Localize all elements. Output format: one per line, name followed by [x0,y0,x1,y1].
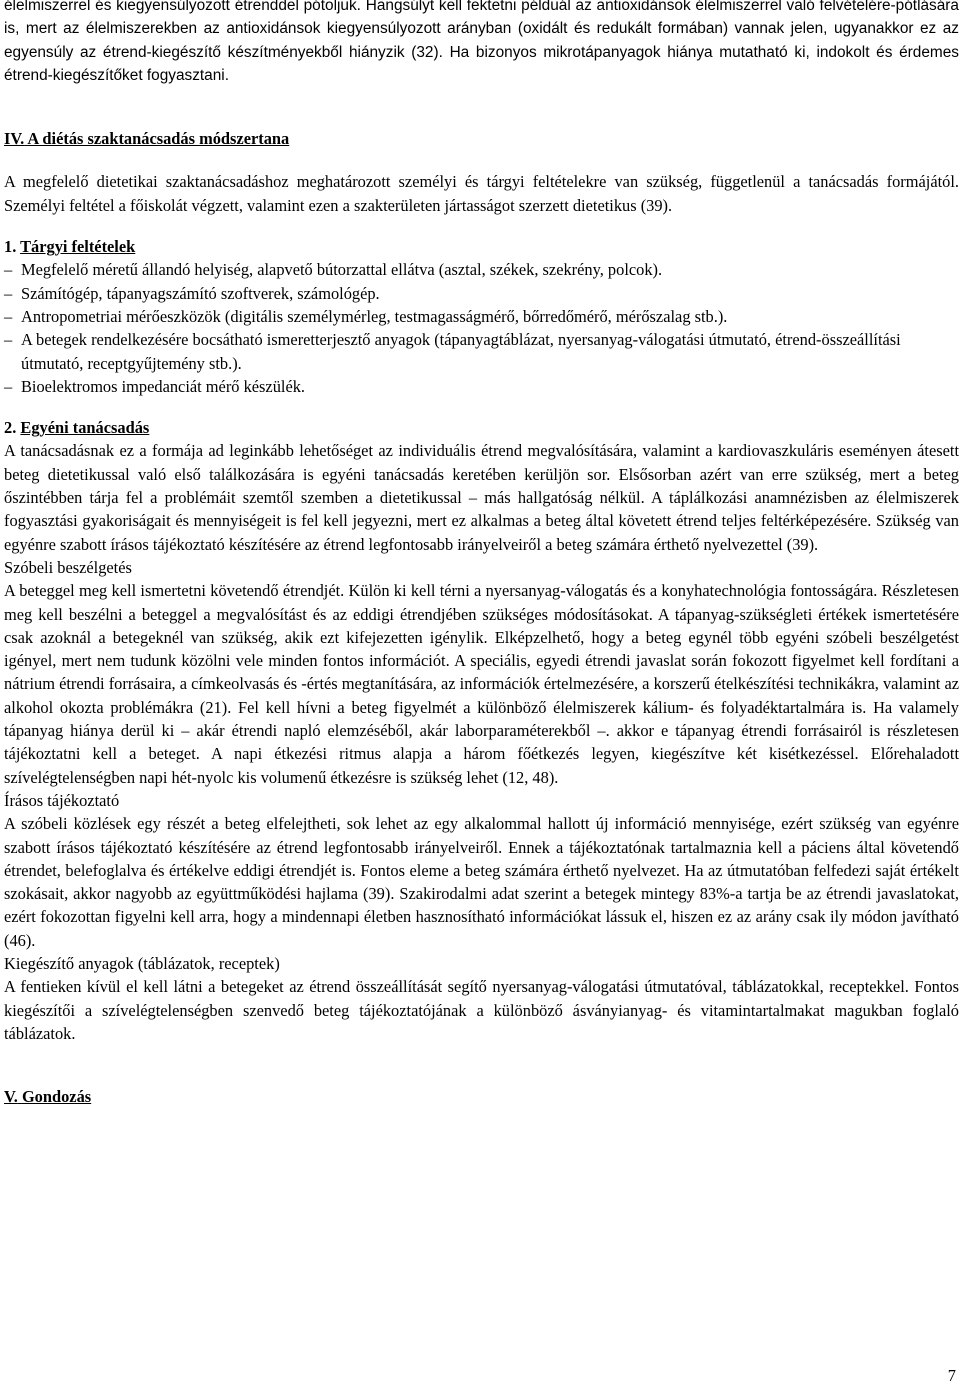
individual-counselling-paragraph: A tanácsadásnak ez a formája ad leginkább lehetőséget az individuális étrend megvalósítására, valamint a kardiovaszkuláris eseményen átesett beteg dietetikussal való első találkozására is egyéni tanácsadás keretében kerüljön sor. Elsősorban azért van erre szükség, mert a beteg őszintébben tárja fel a problémáit szemtől szemben a dietetikussal – más hallgatóság nélkül. A táplálkozási anamnézisben az élelmiszerek fogyasztási gyakoriságait és mennyiségeit is fel kell jegyezni, mert ez alkalmas a beteg által követett étrend teljes feltérképezésére. Szükség van egyénre szabott írásos tájékoztató készítésére az étrend legfontosabb irányelveiről a beteg számára érthető nyelvezettel (39). [4,441,959,554]
written-paragraph: A szóbeli közlések egy részét a beteg elfelejtheti, sok lehet az egy alkalommal hallott új információ mennyisége, ezért szükség van egyénre szabott írásos tájékoztató készítésére az étrend legfontosabb irányelveiről. Ennek a tájékoztatónak tartalmaznia kell a páciens által követendő étrendet, belefoglalva és értékelve eddigi étrendjét is. Fontos eleme a beteg számára érthető nyelvezet. Ha az útmutatóban felfedezi saját értékelt szokásait, akkor nagyobb az együttműködési hajlama (39). Szakirodalmi adat szerint a betegek mintegy 83%-a tartja be az étrendi javaslatokat, ezért fokozottan figyelni kell arra, hogy a mindennapi életben hasznosítható információkat lássuk el, hiszen ez az arány csak ily módon javítható (46). [4,814,959,950]
spacer [4,217,959,235]
section-iv-number: IV. [4,129,25,149]
supplementary-paragraph: A fentieken kívül el kell látni a betegeket az étrend összeállítását segítő nyersanyag-válogatási útmutatóval, táblázatokkal, receptekkel. Fontos kiegészítői a szívelégtelenségben szenvedő beteg tájékoztatójának a különböző ásványianyag- és vitamintartalmakat magukban foglaló táblázatok. [4,977,959,1043]
oral-heading: Szóbeli beszélgetés [4,557,132,577]
list-item: – Számítógép, tápanyagszámító szoftverek, számológép. [4,282,959,305]
section-iv-title: A diétás szaktanácsadás módszertana [27,129,290,149]
spacer [4,398,959,416]
list-item: – A betegek rendelkezésére bocsátható ismeretterjesztő anyagok (tápanyagtáblázat, nyersanyag-válogatási útmutató, étrend-összeállítási útmutató, receptgyűjtemény stb.). [4,328,959,375]
section-v-number: V. [4,1087,18,1107]
list-item: – Bioelektromos impedanciát mérő készülék. [4,375,959,398]
section-heading-iv [4,127,959,150]
subsection-1-number: 1. [4,237,17,257]
subsection-1-title: Tárgyi feltételek [20,237,136,257]
list-item: – Antropometriai mérőeszközök (digitális személymérleg, testmagasságmérő, bőrredőmérő, mérőszalag stb.). [4,305,959,328]
page-number: 7 [947,1366,956,1385]
subsection-2-number: 2. [4,418,17,438]
section-heading-v [4,1085,959,1108]
document-page [4,0,959,1108]
section-iv-paragraph: A megfelelő dietetikai szaktanácsadáshoz meghatározott személyi és tárgyi feltételekre van szükség, függetlenül a tanácsadás formájától. Személyi feltétel a főiskolát végzett, valamint ezen a szakterületen jártasságot szerzett dietetikus (39). [4,172,959,215]
written-heading: Írásos tájékoztató [4,790,120,810]
intro-paragraph: élelmiszerrel és kiegyensúlyozott étrenddel pótoljuk. Hangsúlyt kell fektetni példuál az antioxidánsok élelmiszerrel való felvételére-pótlására is, mert az élelmiszerekben az antioxidánsok kiegyensúlyozott arányban (oxidált és redukált formában) vannak jelen, ugyanakkor ez az egyensúly az étrend-kiegészítő készítményekből hiányzik (32). Ha bizonyos mikrotápanyagok hiánya mutatható ki, indokolt és érdemes étrend-kiegészítőket fogyasztani. [4,0,959,84]
subsection-heading-2 [4,416,959,439]
oral-paragraph: A beteggel meg kell ismertetni követendő étrendjét. Külön ki kell térni a nyersanyag-válogatás és a konyhatechnológia fontosságára. Részletesen meg kell beszélni a beteggel a megvalósítást és az eddigi étrendjében szükséges módosításokat. A tápanyag-szükségleti értékek ismertetésére csak azoknál a betegeknél van szükség, akik ezt kifejezetten igénylik. Elképzelhető, hogy a beteg egynél több egyéni szóbeli beszélgetést igényel, mert nem tudunk közölni vele minden fontos információt. A speciális, egyedi étrendi javaslat során fokozott figyelmet kell fordítani a nátrium étrendi forrásaira, a címkeolvasás és -értés megtanítására, az információk értelmezésére, a korszerű ételkészítési technikákra, valamint az alkohol okozta problémákra (21). Fel kell hívni a beteg figyelmét a különböző élelmiszerek kálium- és folyadéktartalmára is. Ha valamely tápanyag hiánya derül ki – akár étrendi napló elemzéséből, akár laborparaméterekből –. akkor e tápanyag étrendi forrásairól is részletesen tájékoztatni kell a beteget. A napi étkezési ritmus alapja a három főétkezés legyen, kiegészítve két kisétkezéssel. Előrehaladott szívelégtelenségben napi hét-nyolc kis volumenű étkezésre is szükség lehet (12, 48). [4,581,959,787]
subsection-heading-1 [4,235,959,258]
subsection-2-title: Egyéni tanácsadás [20,418,150,438]
spacer [4,1045,959,1085]
spacer [4,150,959,170]
requirements-list [4,258,959,398]
supplementary-heading: Kiegészítő anyagok (táblázatok, receptek) [4,953,280,973]
spacer [4,87,959,127]
section-v-title: Gondozás [21,1087,92,1107]
list-item: – Megfelelő méretű állandó helyiség, alapvető bútorzattal ellátva (asztal, székek, szekrény, polcok). [4,258,959,281]
